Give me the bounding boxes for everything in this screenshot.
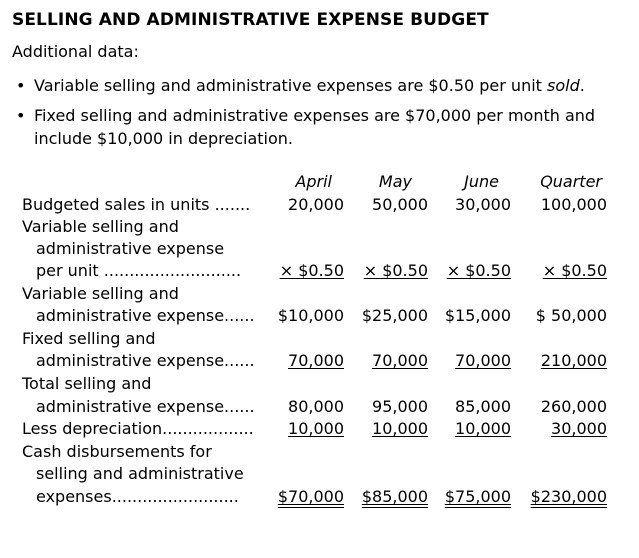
budget-title: SELLING AND ADMINISTRATIVE EXPENSE BUDGET (12, 10, 489, 30)
value-total-expense-june: 85,000 (455, 397, 511, 416)
row-label-total-expense-1: Total selling and (22, 374, 152, 393)
bullet-dot-icon: • (16, 106, 26, 125)
value-cash-april: $70,000 (277, 487, 344, 506)
row-label-total-expense-2: administrative expense...... (36, 397, 255, 416)
value-depreciation-june: 10,000 (455, 419, 511, 438)
value-depreciation-quarter: 30,000 (551, 419, 607, 438)
value-budgeted-sales-quarter: 100,000 (540, 195, 607, 214)
value-var-expense-quarter: $ 50,000 (535, 306, 607, 325)
value-fixed-expense-april: 70,000 (288, 351, 344, 370)
bullet-dot-icon: • (16, 76, 26, 95)
value-var-rate-june: × $0.50 (446, 261, 511, 280)
value-fixed-expense-june: 70,000 (455, 351, 511, 370)
value-cash-june: $75,000 (444, 487, 511, 506)
row-label-var-rate-2: administrative expense (36, 239, 225, 258)
row-label-var-expense-1: Variable selling and (22, 284, 179, 303)
value-budgeted-sales-april: 20,000 (288, 195, 344, 214)
value-fixed-expense-may: 70,000 (372, 351, 428, 370)
row-label-cash-1: Cash disbursements for (22, 442, 212, 461)
row-label-fixed-expense-1: Fixed selling and (22, 329, 156, 348)
row-label-var-rate-3: per unit ........................... (36, 261, 242, 280)
value-total-expense-may: 95,000 (372, 397, 428, 416)
value-var-expense-may: $25,000 (361, 306, 428, 325)
value-cash-may: $85,000 (361, 487, 428, 506)
value-budgeted-sales-may: 50,000 (372, 195, 428, 214)
value-budgeted-sales-june: 30,000 (455, 195, 511, 214)
value-total-expense-quarter: 260,000 (540, 397, 607, 416)
value-depreciation-april: 10,000 (288, 419, 344, 438)
col-header-quarter: Quarter (540, 172, 602, 191)
col-header-may: May (378, 172, 412, 191)
row-label-cash-2: selling and administrative (36, 464, 244, 483)
value-var-rate-quarter: × $0.50 (542, 261, 607, 280)
value-cash-quarter: $230,000 (530, 487, 607, 506)
value-var-rate-april: × $0.50 (279, 261, 344, 280)
row-label-fixed-expense-2: administrative expense...... (36, 351, 255, 370)
col-header-april: April (295, 172, 332, 191)
value-total-expense-april: 80,000 (288, 397, 344, 416)
col-header-june: June (464, 172, 499, 191)
additional-data-heading: Additional data: (12, 42, 139, 61)
value-var-expense-april: $10,000 (277, 306, 344, 325)
row-label-budgeted-sales: Budgeted sales in units ....... (22, 195, 251, 214)
row-label-var-expense-2: administrative expense...... (36, 306, 255, 325)
row-label-cash-3: expenses......................... (36, 487, 239, 506)
row-label-var-rate-1: Variable selling and (22, 217, 179, 236)
value-var-expense-june: $15,000 (444, 306, 511, 325)
value-var-rate-may: × $0.50 (363, 261, 428, 280)
row-label-depreciation: Less depreciation.................. (22, 419, 254, 438)
value-depreciation-may: 10,000 (372, 419, 428, 438)
value-fixed-expense-quarter: 210,000 (540, 351, 607, 370)
